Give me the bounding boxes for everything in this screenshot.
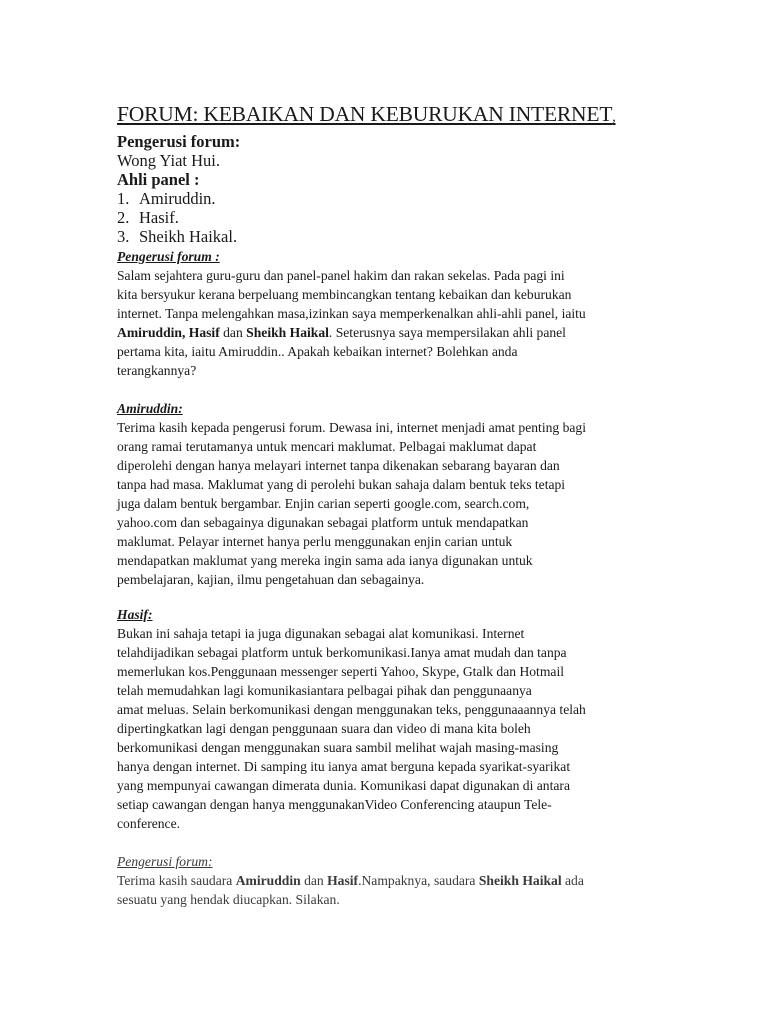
text-line: yahoo.com dan sebagainya digunakan sebagai platform untuk mendapatkan [117, 515, 529, 530]
text-line: hanya dengan internet. Di samping itu ianya amat berguna kepada syarikat-syarikat [117, 759, 571, 774]
text-line: pembelajaran, kajian, ilmu pengetahuan dan sebagainya. [117, 572, 425, 587]
comma: , [181, 325, 189, 340]
speaker-label: Pengerusi forum: [117, 854, 213, 869]
panel-heading: Ahli panel : [117, 170, 200, 189]
panel-item [117, 227, 240, 246]
text-line: dipertingkatkan lagi dengan penggunaan suara dan video di mana kita boleh [117, 721, 531, 736]
speaker-label: Hasif: [117, 607, 153, 622]
conjunction: dan [300, 873, 328, 888]
text-line: pertama kita, iaitu Amiruddin.. Apakah kebaikan internet? Bolehkan anda [117, 344, 518, 359]
name-sheikh-haikal: Sheikh Haikal [246, 325, 329, 340]
title-text: FORUM: KEBAIKAN DAN KEBURUKAN INTERNET [117, 102, 613, 126]
text-line: kita bersyukur kerana berpeluang membincangkan tentang kebaikan dan keburukan [117, 287, 572, 302]
text-line: tanpa had masa. Maklumat yang di perolehi bukan sahaja dalam bentuk teks tetapi [117, 477, 566, 492]
text-line: Terima kasih kepada pengerusi forum. Dewasa ini, internet menjadi amat penting bagi [117, 420, 587, 435]
text-line: telahdijadikan sebagai platform untuk berkomunikasi.Ianya amat mudah dan tanpa [117, 645, 567, 660]
text-line: conference. [117, 816, 181, 831]
line-part: Terima kasih saudara [117, 873, 236, 888]
text-line: Salam sejahtera guru-guru dan panel-panel hakim dan rakan sekelas. Pada pagi ini [117, 268, 565, 283]
text-line: Bukan ini sahaja tetapi ia juga digunakan sebagai alat komunikasi. Internet [117, 626, 525, 641]
text-line: diperolehi dengan hanya melayari internet tanpa dikenakan sebarang bayaran dan [117, 458, 560, 473]
panel-item [117, 208, 240, 227]
line-part: .Nampaknya, saudara [358, 873, 479, 888]
text-line: berkomunikasi dengan menggunakan suara sambil melihat wajah masing-masing [117, 740, 559, 755]
section-amiruddin [117, 399, 657, 589]
text-line [117, 323, 657, 342]
section-chair-intro [117, 247, 657, 380]
document-title [117, 102, 616, 127]
text-line: setiap cawangan dengan hanya menggunakanVideo Conferencing ataupun Tele- [117, 797, 552, 812]
text-line: amat meluas. Selain berkomunikasi dengan menggunakan teks, penggunaaannya telah [117, 702, 586, 717]
name-amiruddin: Amiruddin [117, 325, 182, 340]
panel-number: 1. [117, 189, 130, 208]
line-rest: . Seterusnya saya mempersilakan ahli panel [328, 325, 566, 340]
text-line: maklumat. Pelayar internet hanya perlu menggunakan enjin carian untuk [117, 534, 513, 549]
text-line: telah memudahkan lagi komunikasiantara pelbagai pihak dan penggunaanya [117, 683, 532, 698]
name-hasif: Hasif [327, 873, 359, 888]
panel-name: Amiruddin. [139, 189, 216, 208]
panel-list [117, 189, 240, 246]
conjunction: dan [219, 325, 247, 340]
text-line: sesuatu yang hendak diucapkan. Silakan. [117, 892, 340, 907]
section-hasif [117, 605, 657, 833]
line-part: ada [561, 873, 584, 888]
panel-name: Sheikh Haikal. [139, 227, 238, 246]
text-line: yang mempunyai cawangan dimerata dunia. Komunikasi dapat digunakan di antara [117, 778, 570, 793]
text-line: terangkannya? [117, 363, 197, 378]
panel-number: 2. [117, 208, 130, 227]
text-line: juga dalam bentuk bergambar. Enjin carian seperti google.com, search.com, [117, 496, 530, 511]
section-chair-closing [117, 852, 657, 909]
text-line [117, 871, 657, 890]
name-amiruddin: Amiruddin [235, 873, 301, 888]
panel-name: Hasif. [139, 208, 179, 227]
text-line: orang ramai terutamanya untuk mencari maklumat. Pelbagai maklumat dapat [117, 439, 537, 454]
name-hasif: Hasif [188, 325, 220, 340]
name-sheikh-haikal: Sheikh Haikal [478, 873, 562, 888]
chair-heading: Pengerusi forum: [117, 132, 241, 151]
speaker-label: Amiruddin: [117, 401, 183, 416]
speaker-label: Pengerusi forum : [117, 249, 220, 264]
forum-header [117, 132, 240, 246]
text-line: memerlukan kos.Penggunaan messenger seperti Yahoo, Skype, Gtalk dan Hotmail [117, 664, 564, 679]
text-line: mendapatkan maklumat yang mereka ingin sama ada ianya digunakan untuk [117, 553, 533, 568]
panel-item [117, 189, 240, 208]
panel-number: 3. [117, 227, 130, 246]
title-suffix: , [612, 110, 616, 125]
text-line: internet. Tanpa melengahkan masa,izinkan saya memperkenalkan ahli-ahli panel, iaitu [117, 306, 586, 321]
chair-name: Wong Yiat Hui. [117, 151, 221, 170]
